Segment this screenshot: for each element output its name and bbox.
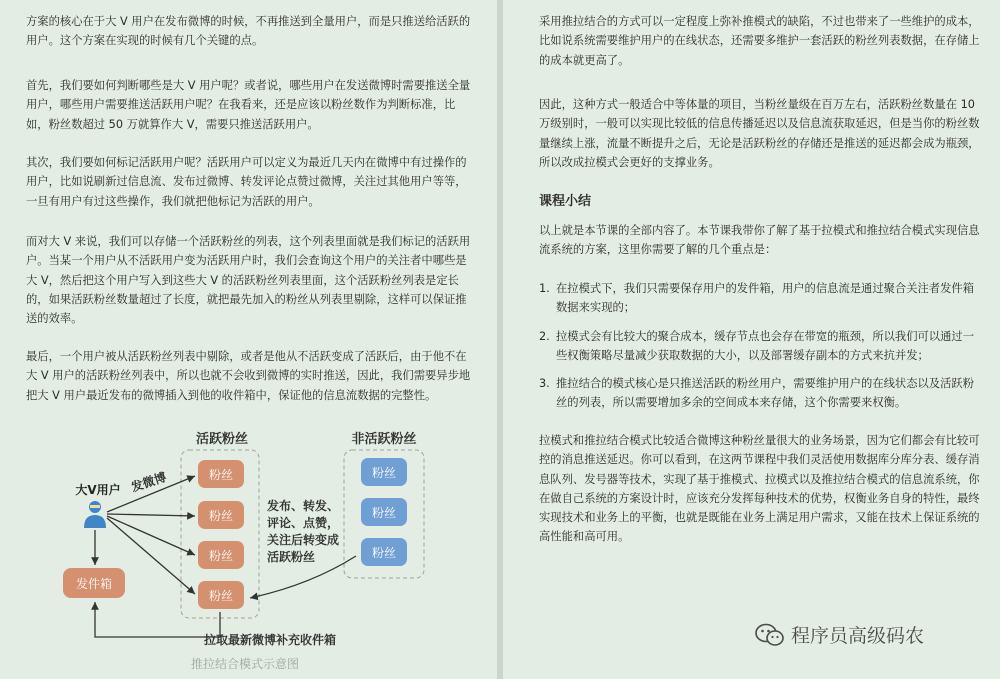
watermark bbox=[755, 621, 924, 648]
svg-text:发件箱: 发件箱 bbox=[75, 577, 113, 591]
svg-text:粉丝: 粉丝 bbox=[371, 546, 397, 560]
left-paragraph-1: 方案的核心在于大 V 用户在发布微博的时候，不再推送到全量用户，而是只推送给活跃的用户。这个方案在实现的时候有几个关键的点。 bbox=[26, 15, 471, 48]
left-paragraph-5: 最后，一个用户被从活跃粉丝列表中剔除，或者是他从不活跃变成了活跃后，由于他不在大 V 用户的活跃粉丝列表中，所以也就不会收到微博的实时推送，因此，我们需要异步地把大 V 用户最近发布的微博插入到他的收件箱中，保证他的信息流数据的完整性。 bbox=[26, 350, 471, 402]
right-paragraph-3: 以上就是本节课的全部内容了。本节课我带你了解了基于拉模式和推拉结合模式实现信息流系统的方案，这里你需要了解的几个重点是： bbox=[539, 224, 980, 257]
svg-text:粉丝: 粉丝 bbox=[208, 549, 234, 563]
left-paragraph-4: 而对大 V 来说，我们可以存储一个活跃粉丝的列表，这个列表里面就是我们标记的活跃用户。当某一个用户从不活跃用户变为活跃用户时，我们会查询这个用户的关注者中哪些是大 V，然后把这个用户写入到这些大 V 的活跃粉丝列表里面，这个活跃粉丝列表是定长的，如果活跃粉丝数量超过了长度，就把最先加入的粉丝从列表里剔除，这样可以保证推送的效率。 bbox=[26, 235, 471, 326]
active-fans-title: 活跃粉丝 bbox=[195, 432, 249, 447]
svg-text:发布、转发、: 发布、转发、 bbox=[267, 499, 340, 513]
active-fan-3 bbox=[198, 541, 244, 569]
inactive-fan-2 bbox=[361, 498, 407, 526]
person-icon bbox=[84, 501, 106, 528]
watermark-text: 程序员高级码农 bbox=[791, 625, 925, 647]
active-fan-1 bbox=[198, 460, 244, 488]
inactive-fans-title: 非活跃粉丝 bbox=[351, 432, 417, 447]
wechat-icon bbox=[755, 622, 785, 648]
summary-item-1: 1. 在拉模式下，我们只需要保存用户的发件箱，用户的信息流是通过聚合关注者发件箱数据来实现的； bbox=[539, 282, 974, 315]
summary-item-2: 2. 拉模式会有比较大的聚合成本，缓存节点也会存在带宽的瓶颈，所以我们可以通过一些权衡策略尽量减少获取数据的大小，以及部署缓存副本的方式来抗并发； bbox=[539, 329, 974, 362]
inactive-fan-1 bbox=[361, 458, 407, 486]
summary-list bbox=[539, 279, 979, 422]
svg-text:评论、点赞，: 评论、点赞， bbox=[267, 516, 340, 530]
inbox-box bbox=[63, 568, 125, 598]
active-fan-4 bbox=[198, 581, 244, 609]
svg-text:关注后转变成: 关注后转变成 bbox=[267, 533, 340, 547]
pull-label: 拉取最新微博补充收件箱 bbox=[203, 633, 337, 647]
right-paragraph-4: 拉模式和推拉结合模式比较适合微博这种粉丝量很大的业务场景，因为它们都会有比较可控的消息推送延迟。你可以看到，在这两节课程中我们灵活使用数据库分库分表、缓存消息队列、发号器等技术，实现了基于推模式、拉模式以及推拉结合模式的信息流系统，你在做自己系统的方案设计时，应该充分发挥每种技术的优势，权衡业务自身的特性，最终实现技术和业务上的平衡，也就是既能在业务上满足用户需求，又能在技术上保证系统的高性能和高可用。 bbox=[539, 434, 980, 544]
diagram-caption: 推拉结合模式示意图 bbox=[190, 657, 300, 671]
right-paragraph-2: 因此，这种方式一般适合中等体量的项目，当粉丝量级在百万左右，活跃粉丝数量在 10 万级别时，一般可以实现比较低的信息传播延迟以及信息流获取延迟，但是当你的粉丝数量继续上涨，流量不断提升之后，无论是活跃粉丝的存储还是推送的延迟都会成为瓶颈，所以改成拉模式会更好的支撑业务。 bbox=[539, 98, 980, 169]
active-fan-2 bbox=[198, 501, 244, 529]
svg-text:粉丝: 粉丝 bbox=[208, 509, 234, 523]
push-pull-diagram bbox=[0, 418, 497, 679]
inactive-fan-3 bbox=[361, 538, 407, 566]
svg-text:活跃粉丝: 活跃粉丝 bbox=[267, 550, 316, 564]
bigv-label: 大V用户 bbox=[75, 483, 121, 497]
right-page bbox=[503, 0, 1000, 679]
svg-text:粉丝: 粉丝 bbox=[371, 506, 397, 520]
left-paragraph-2: 首先，我们要如何判断哪些是大 V 用户呢？或者说，哪些用户在发送微博时需要推送全量用户，哪些用户需要推送活跃用户呢？在我看来，还是应该以粉丝数作为判断标准，比如，粉丝数超过 50 万就算作大 V，需要只推送活跃用户。 bbox=[26, 79, 471, 131]
post-label: 发微博 bbox=[129, 469, 169, 495]
svg-text:粉丝: 粉丝 bbox=[208, 589, 234, 603]
section-heading: 课程小结 bbox=[539, 194, 592, 209]
left-paragraph-3: 其次，我们要如何标记活跃用户呢？活跃用户可以定义为最近几天内在微博中有过操作的用户，比如说刷新过信息流、发布过微博、转发评论点赞过微博，关注过其他用户等等，一旦有用户有过这些操作，我们就把他标记为活跃的用户。 bbox=[26, 156, 467, 208]
activity-note bbox=[266, 498, 339, 564]
right-paragraph-1: 采用推拉结合的方式可以一定程度上弥补推模式的缺陷，不过也带来了一些维护的成本，比如说系统需要维护用户的在线状态，还需要多维护一套活跃的粉丝列表数据，在存储上的成本就更高了。 bbox=[539, 15, 980, 67]
summary-item-3: 3. 推拉结合的模式核心是只推送活跃的粉丝用户，需要维护用户的在线状态以及活跃粉丝的列表，所以需要增加多余的空间成本来存储，这个你需要来权衡。 bbox=[539, 377, 974, 410]
svg-text:粉丝: 粉丝 bbox=[371, 466, 397, 480]
svg-text:粉丝: 粉丝 bbox=[208, 468, 234, 482]
